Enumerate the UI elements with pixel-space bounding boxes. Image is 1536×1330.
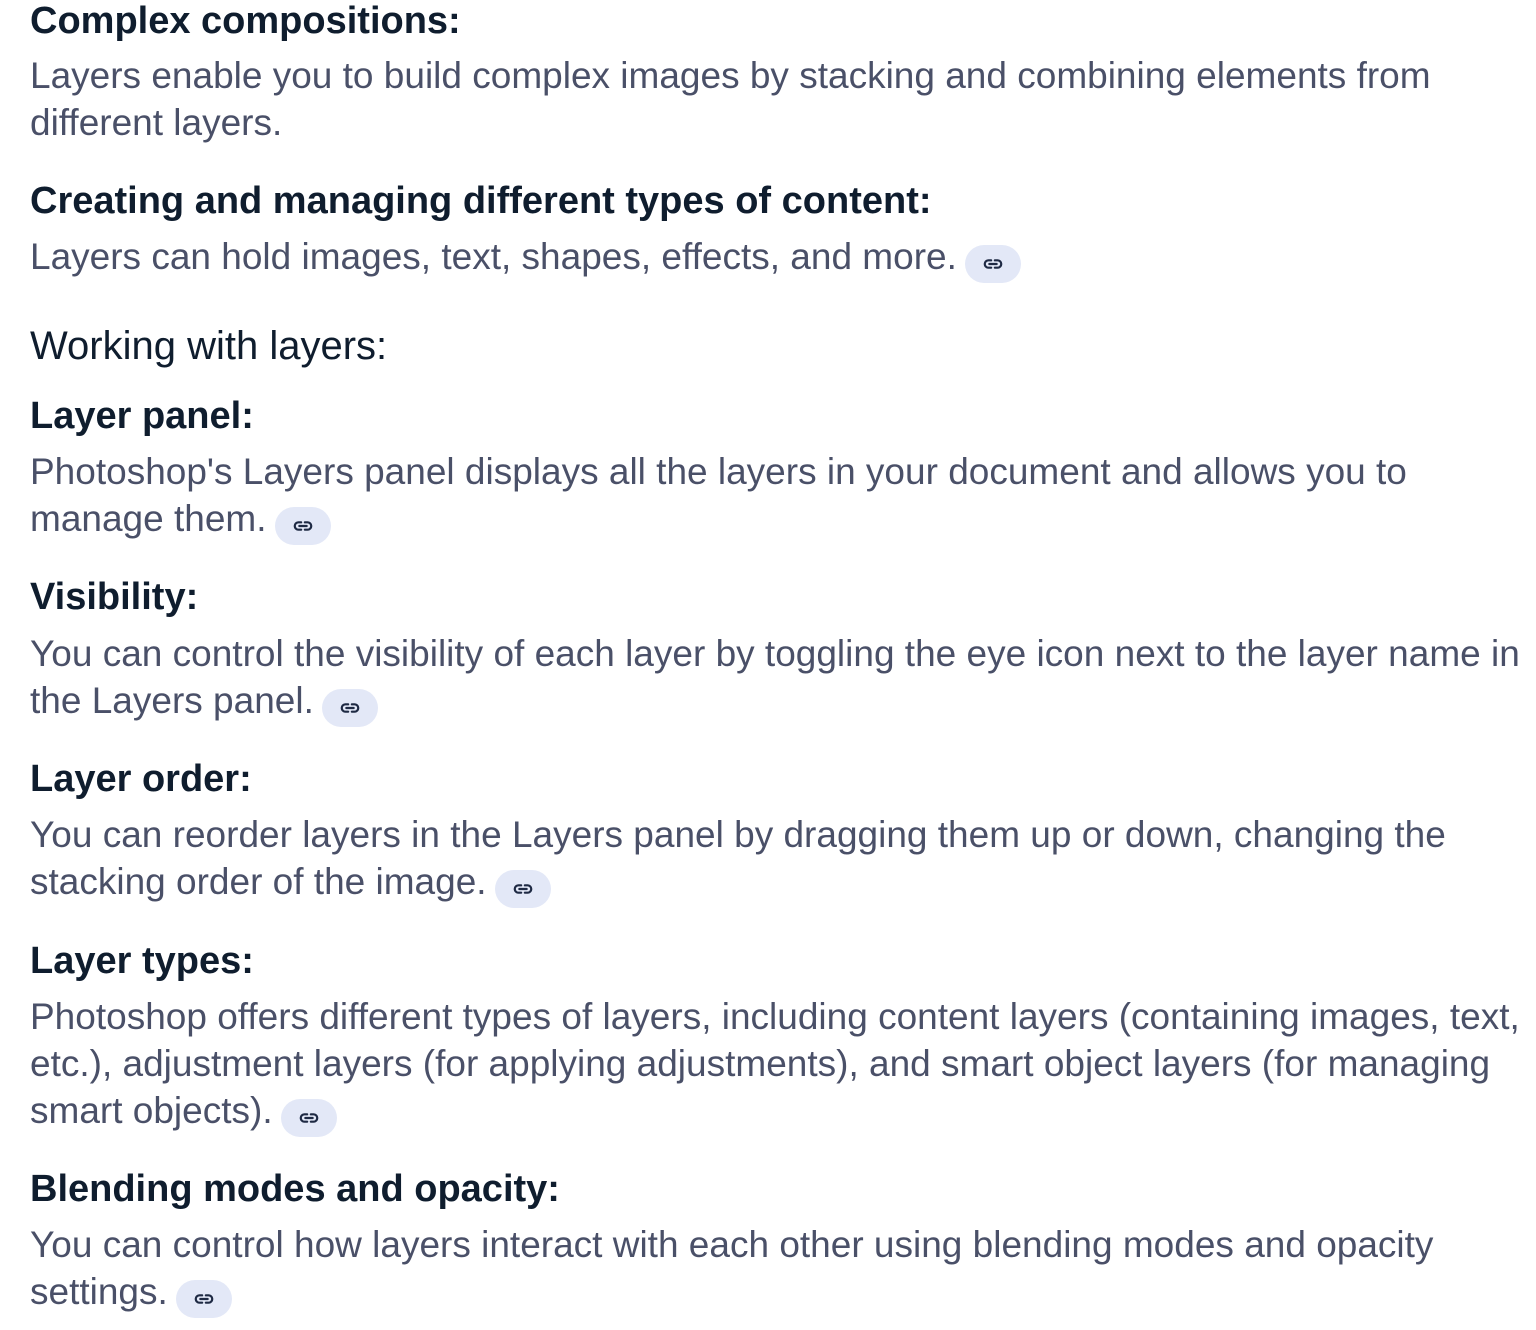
paragraph-text: Layers can hold images, text, shapes, effects, and more. bbox=[30, 236, 957, 277]
source-link-chip[interactable] bbox=[965, 245, 1021, 283]
paragraph-layer-panel bbox=[30, 448, 1520, 545]
paragraph-complex-compositions bbox=[30, 52, 1520, 146]
paragraph-text: Layers enable you to build complex images by stacking and combining elements from different layers. bbox=[30, 55, 1431, 143]
source-link-chip[interactable] bbox=[275, 507, 331, 545]
paragraph-creating-managing-content bbox=[30, 233, 1520, 283]
link-icon bbox=[298, 1107, 320, 1129]
paragraph-text: You can reorder layers in the Layers panel by dragging them up or down, changing the stacking order of the image. bbox=[30, 814, 1446, 902]
heading-complex-compositions: Complex compositions: bbox=[30, 0, 461, 42]
paragraph-layer-types bbox=[30, 993, 1520, 1137]
paragraph-blending-modes-opacity bbox=[30, 1221, 1520, 1318]
heading-creating-managing-content: Creating and managing different types of content: bbox=[30, 180, 932, 222]
heading-layer-types: Layer types: bbox=[30, 940, 254, 982]
paragraph-text: You can control how layers interact with each other using blending modes and opacity settings. bbox=[30, 1224, 1434, 1312]
heading-layer-panel: Layer panel: bbox=[30, 395, 254, 437]
paragraph-text: You can control the visibility of each layer by toggling the eye icon next to the layer name in the Layers panel. bbox=[30, 633, 1520, 721]
link-icon bbox=[193, 1288, 215, 1310]
link-icon bbox=[982, 253, 1004, 275]
paragraph-text: Photoshop's Layers panel displays all the layers in your document and allows you to manage them. bbox=[30, 451, 1407, 539]
paragraph-visibility bbox=[30, 630, 1520, 727]
source-link-chip[interactable] bbox=[322, 689, 378, 727]
source-link-chip[interactable] bbox=[281, 1099, 337, 1137]
heading-visibility: Visibility: bbox=[30, 576, 199, 618]
heading-blending-modes-opacity: Blending modes and opacity: bbox=[30, 1168, 560, 1210]
source-link-chip[interactable] bbox=[495, 870, 551, 908]
heading-layer-order: Layer order: bbox=[30, 758, 252, 800]
section-title-working-with-layers: Working with layers: bbox=[30, 324, 388, 368]
link-icon bbox=[512, 878, 534, 900]
link-icon bbox=[339, 697, 361, 719]
source-link-chip[interactable] bbox=[176, 1280, 232, 1318]
paragraph-layer-order bbox=[30, 811, 1520, 908]
link-icon bbox=[292, 515, 314, 537]
paragraph-text: Photoshop offers different types of layers, including content layers (containing images, text, etc.), adjustment layers (for applying adjustments), and smart object layers (for managing smart objects). bbox=[30, 996, 1520, 1131]
